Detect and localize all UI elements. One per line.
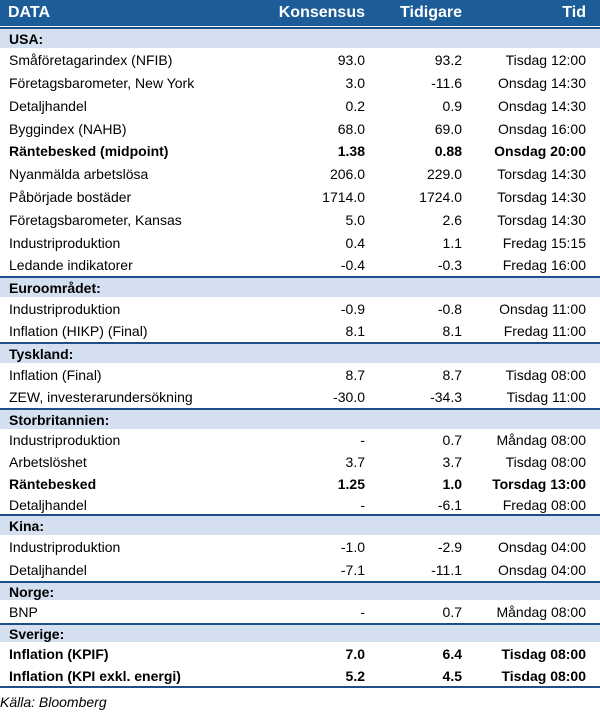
previous-value: 3.7 [442, 453, 462, 470]
table-row [0, 208, 600, 231]
table-row [0, 429, 600, 451]
consensus-value: 1714.0 [322, 188, 365, 205]
header-konsensus: Konsensus [278, 4, 365, 21]
previous-value: -11.1 [431, 561, 462, 578]
table-row [0, 386, 600, 408]
indicator-name: Industriproduktion [9, 234, 121, 251]
table-row [0, 231, 600, 254]
release-time: Tisdag 08:00 [501, 667, 586, 684]
previous-value: 69.0 [434, 120, 462, 137]
table-row [0, 600, 600, 623]
consensus-value: 0.2 [345, 97, 365, 114]
indicator-name: Småföretagarindex (NFIB) [9, 51, 173, 68]
indicator-name: Företagsbarometer, New York [9, 74, 195, 91]
release-time: Fredag 08:00 [502, 496, 586, 513]
consensus-value: 8.7 [345, 366, 365, 383]
previous-value: 0.9 [442, 97, 462, 114]
table-row [0, 48, 600, 71]
release-time: Tisdag 11:00 [506, 389, 586, 405]
indicator-name: Industriproduktion [9, 538, 121, 555]
consensus-value: 5.2 [345, 667, 365, 684]
release-time: Tisdag 08:00 [501, 645, 586, 662]
indicator-name: Nyanmälda arbetslösa [9, 165, 149, 182]
previous-value: 229.0 [426, 165, 462, 182]
section-header: Norge: [0, 581, 600, 600]
previous-value: 93.2 [434, 51, 462, 68]
consensus-value: 68.0 [337, 120, 365, 137]
release-time: Onsdag 14:30 [498, 97, 586, 114]
table-row [0, 363, 600, 386]
consensus-value: 8.1 [345, 323, 365, 339]
release-time: Torsdag 14:30 [497, 211, 586, 228]
previous-value: -2.9 [437, 538, 462, 555]
section-header: USA: [0, 27, 600, 48]
release-time: Fredag 11:00 [503, 323, 586, 339]
table-row [0, 642, 600, 665]
section-header: Sverige: [0, 623, 600, 642]
release-time: Onsdag 20:00 [494, 143, 586, 159]
release-time: Onsdag 16:00 [498, 120, 586, 137]
indicator-name: Företagsbarometer, Kansas [9, 211, 182, 228]
indicator-name: Inflation (KPIF) [9, 645, 109, 662]
header-tidigare: Tidigare [400, 4, 462, 21]
release-time: Onsdag 04:00 [498, 561, 586, 578]
indicator-name: Påbörjade bostäder [9, 188, 132, 205]
consensus-value: 1.25 [337, 475, 365, 492]
previous-value: 1.1 [442, 234, 462, 251]
release-time: Tisdag 08:00 [505, 453, 586, 470]
consensus-value: - [360, 432, 365, 448]
table-row [0, 535, 600, 558]
previous-value: 6.4 [442, 645, 462, 662]
table-row [0, 558, 600, 581]
table-header [0, 0, 600, 27]
consensus-value: 3.7 [345, 453, 365, 470]
indicator-name: ZEW, investerarundersökning [9, 389, 193, 405]
release-time: Måndag 08:00 [496, 432, 586, 448]
section-header: Euroområdet: [0, 276, 600, 297]
table-row [0, 495, 600, 514]
previous-value: -34.3 [430, 389, 462, 405]
indicator-name: Inflation (KPI exkl. energi) [9, 667, 181, 684]
table-row [0, 665, 600, 686]
indicator-name: Detaljhandel [9, 496, 87, 513]
release-time: Torsdag 13:00 [492, 475, 586, 492]
previous-value: 1724.0 [419, 188, 462, 205]
previous-value: 0.88 [434, 143, 462, 159]
indicator-name: Räntebesked [9, 475, 97, 492]
table-row [0, 162, 600, 185]
release-time: Fredag 15:15 [502, 234, 586, 251]
consensus-value: 7.0 [345, 645, 365, 662]
table-bottom-rule [0, 686, 600, 688]
table-row [0, 472, 600, 495]
previous-value: 1.0 [442, 475, 462, 492]
previous-value: -0.3 [437, 257, 462, 273]
release-time: Måndag 08:00 [496, 603, 586, 620]
previous-value: 8.7 [442, 366, 462, 383]
table-row [0, 320, 600, 342]
previous-value: -6.1 [437, 496, 462, 513]
section-header: Tyskland: [0, 342, 600, 363]
header-data: DATA [8, 4, 51, 21]
previous-value: 0.7 [442, 432, 462, 448]
previous-value: -11.6 [431, 74, 462, 91]
consensus-value: 0.4 [345, 234, 365, 251]
indicator-name: Byggindex (NAHB) [9, 120, 127, 137]
consensus-value: - [360, 603, 365, 620]
release-time: Onsdag 14:30 [498, 74, 586, 91]
consensus-value: -30.0 [333, 389, 365, 405]
source-note: Källa: Bloomberg [0, 694, 107, 710]
previous-value: 2.6 [442, 211, 462, 228]
indicator-name: Inflation (Final) [9, 366, 102, 383]
table-row [0, 451, 600, 472]
indicator-name: Detaljhandel [9, 561, 87, 578]
consensus-value: 206.0 [329, 165, 365, 182]
table-row [0, 185, 600, 208]
indicator-name: Räntebesked (midpoint) [9, 143, 169, 159]
release-time: Torsdag 14:30 [497, 188, 586, 205]
indicator-name: BNP [9, 603, 38, 620]
consensus-value: -0.9 [340, 300, 365, 317]
release-time: Onsdag 11:00 [499, 300, 586, 317]
indicator-name: Detaljhandel [9, 97, 87, 114]
consensus-value: 3.0 [345, 74, 365, 91]
consensus-value: - [360, 496, 365, 513]
consensus-value: 93.0 [337, 51, 365, 68]
indicator-name: Industriproduktion [9, 300, 121, 317]
previous-value: 8.1 [442, 323, 462, 339]
section-header: Storbritannien: [0, 408, 600, 429]
previous-value: -0.8 [437, 300, 462, 317]
indicator-name: Inflation (HIKP) (Final) [9, 323, 148, 339]
table-row [0, 140, 600, 162]
header-tid: Tid [562, 4, 586, 21]
table-body [0, 27, 600, 686]
consensus-value: -1.0 [340, 538, 365, 555]
table-row [0, 94, 600, 117]
table-row [0, 297, 600, 320]
previous-value: 0.7 [442, 603, 462, 620]
consensus-value: 5.0 [345, 211, 365, 228]
release-time: Onsdag 04:00 [498, 538, 586, 555]
consensus-value: -7.1 [340, 561, 365, 578]
previous-value: 4.5 [442, 667, 462, 684]
consensus-value: -0.4 [340, 257, 365, 273]
table-row [0, 71, 600, 94]
release-time: Tisdag 12:00 [505, 51, 586, 68]
consensus-value: 1.38 [337, 143, 365, 159]
indicator-name: Arbetslöshet [9, 453, 87, 470]
table-row [0, 254, 600, 276]
section-header: Kina: [0, 514, 600, 535]
table-row [0, 117, 600, 140]
release-time: Tisdag 08:00 [505, 366, 586, 383]
indicator-name: Ledande indikatorer [9, 257, 133, 273]
release-time: Torsdag 14:30 [497, 165, 586, 182]
indicator-name: Industriproduktion [9, 432, 121, 448]
release-time: Fredag 16:00 [502, 257, 586, 273]
